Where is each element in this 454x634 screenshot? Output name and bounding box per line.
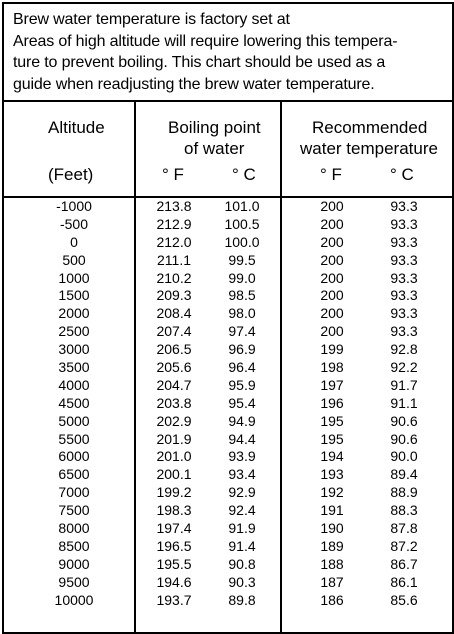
altitude-cell: 9000 — [58, 555, 90, 572]
table-body — [4, 198, 452, 609]
boiling-c-cell: 98.0 — [228, 305, 256, 322]
boiling-c-cell: 96.9 — [228, 341, 256, 358]
recommended-f-cell: 186 — [320, 591, 344, 608]
boiling-c-cell: 95.9 — [228, 376, 256, 393]
table-row — [4, 305, 452, 323]
altitude-cell: 500 — [62, 251, 86, 268]
recommended-f-cell: 200 — [320, 215, 344, 232]
header-altitude-unit: (Feet) — [48, 165, 94, 184]
boiling-f-cell: 194.6 — [156, 573, 192, 590]
recommended-f-cell: 200 — [320, 323, 344, 340]
table-row — [4, 252, 452, 270]
altitude-cell: 8000 — [58, 520, 90, 537]
boiling-c-cell: 90.8 — [228, 555, 256, 572]
table-row — [4, 287, 452, 305]
altitude-cell: 8500 — [58, 537, 90, 554]
recommended-f-cell: 191 — [320, 502, 344, 519]
altitude-cell: 6000 — [58, 448, 90, 465]
boiling-c-cell: 100.5 — [224, 215, 260, 232]
boiling-f-cell: 205.6 — [156, 359, 192, 376]
boiling-f-cell: 211.1 — [157, 251, 191, 268]
altitude-cell: 1500 — [58, 287, 90, 304]
temperature-table — [4, 102, 452, 632]
altitude-cell: 0 — [70, 233, 78, 250]
table-row — [4, 198, 452, 216]
boiling-f-cell: 206.5 — [156, 341, 192, 358]
boiling-c-cell: 94.4 — [228, 430, 256, 447]
table-row — [4, 502, 452, 520]
recommended-c-cell: 93.3 — [390, 305, 418, 322]
recommended-f-cell: 200 — [320, 251, 344, 268]
recommended-c-cell: 85.6 — [390, 591, 418, 608]
table-row — [4, 323, 452, 341]
boiling-c-cell: 90.3 — [228, 573, 256, 590]
table-row — [4, 431, 452, 449]
header-recommended-unit-c: ° C — [390, 165, 414, 184]
recommended-f-cell: 200 — [320, 198, 344, 214]
table-row — [4, 413, 452, 431]
altitude-cell: 9500 — [58, 573, 90, 590]
table-row — [4, 520, 452, 538]
recommended-c-cell: 90.6 — [390, 412, 418, 429]
boiling-f-cell: 202.9 — [156, 412, 192, 429]
header-recommended-line1: Recommended — [312, 118, 428, 137]
table-row — [4, 592, 452, 610]
altitude-cell: -1000 — [56, 198, 92, 214]
altitude-cell: 6500 — [58, 466, 90, 483]
boiling-f-cell: 212.9 — [156, 215, 192, 232]
boiling-f-cell: 203.8 — [156, 394, 192, 411]
boiling-f-cell: 198.3 — [156, 502, 192, 519]
recommended-f-cell: 195 — [320, 430, 344, 447]
intro-text — [4, 4, 452, 102]
table-row — [4, 377, 452, 395]
boiling-c-cell: 92.9 — [228, 484, 256, 501]
recommended-c-cell: 93.3 — [390, 251, 418, 268]
table-row — [4, 538, 452, 556]
boiling-c-cell: 91.4 — [228, 537, 256, 554]
recommended-f-cell: 197 — [320, 376, 344, 393]
recommended-f-cell: 190 — [320, 520, 344, 537]
table-row — [4, 484, 452, 502]
recommended-f-cell: 195 — [320, 412, 344, 429]
table-row — [4, 359, 452, 377]
table-row — [4, 270, 452, 288]
altitude-cell: 3500 — [58, 359, 90, 376]
boiling-f-cell: 204.7 — [156, 376, 192, 393]
recommended-f-cell: 200 — [320, 287, 344, 304]
boiling-f-cell: 197.4 — [156, 520, 192, 537]
boiling-c-cell: 91.9 — [228, 520, 256, 537]
recommended-f-cell: 198 — [320, 359, 344, 376]
boiling-c-cell: 92.4 — [228, 502, 256, 519]
altitude-cell: 7000 — [58, 484, 90, 501]
altitude-chart — [2, 2, 454, 634]
table-row — [4, 556, 452, 574]
table-row — [4, 341, 452, 359]
altitude-cell: 3000 — [58, 341, 90, 358]
recommended-f-cell: 187 — [320, 573, 344, 590]
boiling-f-cell: 212.0 — [156, 233, 192, 250]
recommended-c-cell: 87.2 — [390, 537, 418, 554]
header-recommended-unit-f: ° F — [320, 165, 342, 184]
boiling-c-cell: 94.9 — [228, 412, 256, 429]
intro-line: guide when readjusting the brew water temperature. — [13, 75, 375, 93]
boiling-c-cell: 100.0 — [224, 233, 260, 250]
header-boiling-unit-c: ° C — [232, 165, 256, 184]
recommended-c-cell: 88.3 — [390, 502, 418, 519]
boiling-f-cell: 201.0 — [156, 448, 192, 465]
header-boiling-unit-f: ° F — [162, 165, 184, 184]
recommended-f-cell: 188 — [320, 555, 344, 572]
recommended-c-cell: 91.1 — [390, 394, 418, 411]
recommended-c-cell: 93.3 — [390, 287, 418, 304]
intro-line: ture to prevent boiling. This chart should be used as a — [13, 54, 386, 71]
boiling-f-cell: 210.2 — [156, 269, 192, 286]
altitude-cell: 5500 — [58, 430, 90, 447]
boiling-f-cell: 208.4 — [156, 305, 192, 322]
recommended-c-cell: 91.7 — [390, 376, 418, 393]
boiling-f-cell: 200.1 — [156, 466, 192, 483]
table-row — [4, 234, 452, 252]
boiling-f-cell: 201.9 — [156, 430, 192, 447]
recommended-c-cell: 93.3 — [390, 233, 418, 250]
table-row — [4, 395, 452, 413]
altitude-cell: 1000 — [58, 269, 90, 286]
boiling-f-cell: 195.5 — [156, 555, 192, 572]
table-row — [4, 574, 452, 592]
boiling-c-cell: 101.0 — [224, 198, 260, 214]
boiling-c-cell: 97.4 — [228, 323, 256, 340]
intro-line: Brew water temperature is factory set at — [13, 11, 290, 28]
boiling-f-cell: 193.7 — [156, 591, 192, 608]
recommended-f-cell: 199 — [320, 341, 344, 358]
boiling-c-cell: 96.4 — [228, 359, 256, 376]
recommended-c-cell: 86.1 — [390, 573, 418, 590]
recommended-c-cell: 90.0 — [390, 448, 418, 465]
boiling-c-cell: 89.8 — [228, 591, 256, 608]
header-boiling-line1: Boiling point — [168, 118, 261, 137]
recommended-f-cell: 200 — [320, 233, 344, 250]
recommended-f-cell: 200 — [320, 269, 344, 286]
recommended-c-cell: 88.9 — [390, 484, 418, 501]
boiling-c-cell: 93.4 — [228, 466, 256, 483]
altitude-cell: 2500 — [58, 323, 90, 340]
boiling-c-cell: 93.9 — [228, 448, 256, 465]
header-altitude: Altitude — [48, 118, 105, 137]
recommended-c-cell: 93.3 — [390, 215, 418, 232]
table-row — [4, 448, 452, 466]
boiling-f-cell: 196.5 — [156, 537, 192, 554]
recommended-f-cell: 200 — [320, 305, 344, 322]
boiling-f-cell: 199.2 — [156, 484, 192, 501]
recommended-f-cell: 193 — [320, 466, 344, 483]
recommended-c-cell: 92.2 — [390, 359, 418, 376]
boiling-c-cell: 99.0 — [228, 269, 256, 286]
recommended-c-cell: 86.7 — [390, 555, 418, 572]
boiling-f-cell: 207.4 — [156, 323, 192, 340]
header-boiling-line2: of water — [184, 139, 245, 158]
recommended-c-cell: 93.3 — [390, 323, 418, 340]
table-row — [4, 216, 452, 234]
boiling-c-cell: 95.4 — [228, 394, 256, 411]
boiling-c-cell: 98.5 — [228, 287, 256, 304]
recommended-c-cell: 87.8 — [390, 520, 418, 537]
altitude-cell: -500 — [59, 215, 89, 232]
altitude-cell: 4500 — [58, 394, 90, 411]
recommended-c-cell: 93.3 — [390, 198, 418, 214]
recommended-f-cell: 194 — [320, 448, 344, 465]
header-recommended-line2: water temperature — [300, 139, 438, 158]
recommended-c-cell: 90.6 — [390, 430, 418, 447]
recommended-f-cell: 192 — [320, 484, 344, 501]
altitude-cell: 10000 — [54, 591, 94, 608]
table-header — [4, 102, 452, 198]
recommended-c-cell: 93.3 — [390, 269, 418, 286]
altitude-cell: 5000 — [58, 412, 90, 429]
recommended-c-cell: 89.4 — [390, 466, 418, 483]
table-row — [4, 466, 452, 484]
boiling-f-cell: 213.8 — [156, 198, 192, 214]
boiling-f-cell: 209.3 — [156, 287, 192, 304]
altitude-cell: 4000 — [58, 376, 90, 393]
altitude-cell: 2000 — [58, 305, 90, 322]
boiling-c-cell: 99.5 — [228, 251, 256, 268]
recommended-c-cell: 92.8 — [390, 341, 418, 358]
recommended-f-cell: 196 — [320, 394, 344, 411]
altitude-cell: 7500 — [58, 502, 90, 519]
intro-line: Areas of high altitude will require lowering this tempera- — [13, 32, 398, 50]
recommended-f-cell: 189 — [320, 537, 344, 554]
